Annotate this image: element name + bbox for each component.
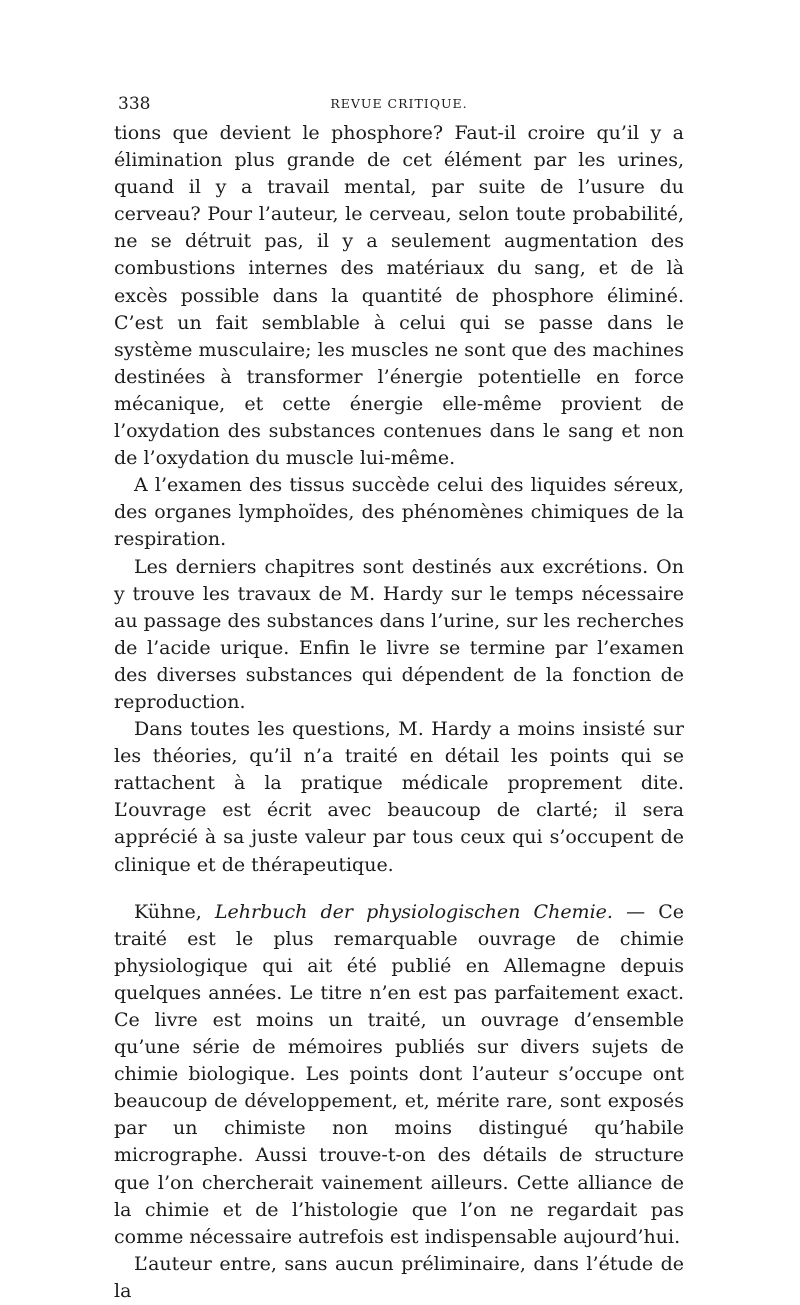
paragraph-examen-tissus: A l’examen des tissus succède celui des liquides séreux, des organes lymphoïdes, des phénomènes chimiques de la respiration. — [114, 474, 684, 551]
paragraph-phosphore: tions que devient le phosphore? Faut-il croire qu’il y a élimination plus grande de cet élément par les urines, quand il y a travail mental, par suite de l’usure du cerveau? Pour l’auteur, le cerveau, selon toute probabilité, ne se détruit pas, il y a seulement augmentation des combustions internes des matériaux du sang, et de là excès possible dans la quantité de phosphore éliminé. C’est un fait semblable à celui qui se passe dans le système musculaire; les muscles ne sont que des machines destinées à transformer l’énergie potentielle en force mécanique, et cette énergie elle-même provient de l’oxydation des substances contenues dans le sang et non de l’oxydation du muscle lui-même. — [114, 122, 684, 470]
book-page — [114, 88, 684, 1305]
paragraph-derniers-chapitres: Les derniers chapitres sont destinés aux excrétions. On y trouve les travaux de M. Hardy sur le temps nécessaire au passage des substances dans l’urine, sur les recherches de l’acide urique. Enfin le livre se termine par l’examen des diverses substances qui dépendent de la fonction de reproduction. — [114, 555, 684, 713]
running-head: REVUE CRITIQUE. — [330, 96, 468, 111]
body-text — [114, 120, 684, 1305]
page-number: 338 — [118, 94, 151, 114]
page-header — [114, 88, 684, 120]
paragraph-auteur-entre: L’auteur entre, sans aucun préliminaire, dans l’étude de la — [114, 1252, 684, 1302]
paragraph-questions-hardy: Dans toutes les questions, M. Hardy a moins insisté sur les théories, qu’il n’a traité en détail les points qui se rattachent à la pratique médicale proprement dite. L’ouvrage est écrit avec beaucoup de clarté; il sera apprécié à sa juste valeur par tous ceux qui s’occupent de clinique et de thérapeutique. — [114, 718, 684, 876]
review-author: Kühne, — [134, 900, 215, 923]
section-spacer — [114, 879, 684, 899]
review-book-title: Lehrbuch der physiologischen Chemie. — [214, 900, 613, 923]
review-text: — Ce traité est le plus remarquable ouvrage de chimie physiologique qui ait été publié en Allemagne depuis quelques années. Le titre n’en est pas parfaitement exact. Ce livre est moins un traité, un ouvrage d’ensemble qu’une série de mémoires publiés sur divers sujets de chimie biologique. Les points dont l’auteur s’occupe ont beaucoup de développement, et, mérite rare, sont exposés par un chimiste non moins distingué qu’habile micrographe. Aussi trouve-t-on des détails de structure que l’on chercherait vainement ailleurs. Cette alliance de la chimie et de l’histologie que l’on ne regardait pas comme nécessaire autrefois est indispensable aujourd’hui. — [114, 900, 684, 1248]
paragraph-kuhne-review — [114, 899, 684, 1251]
